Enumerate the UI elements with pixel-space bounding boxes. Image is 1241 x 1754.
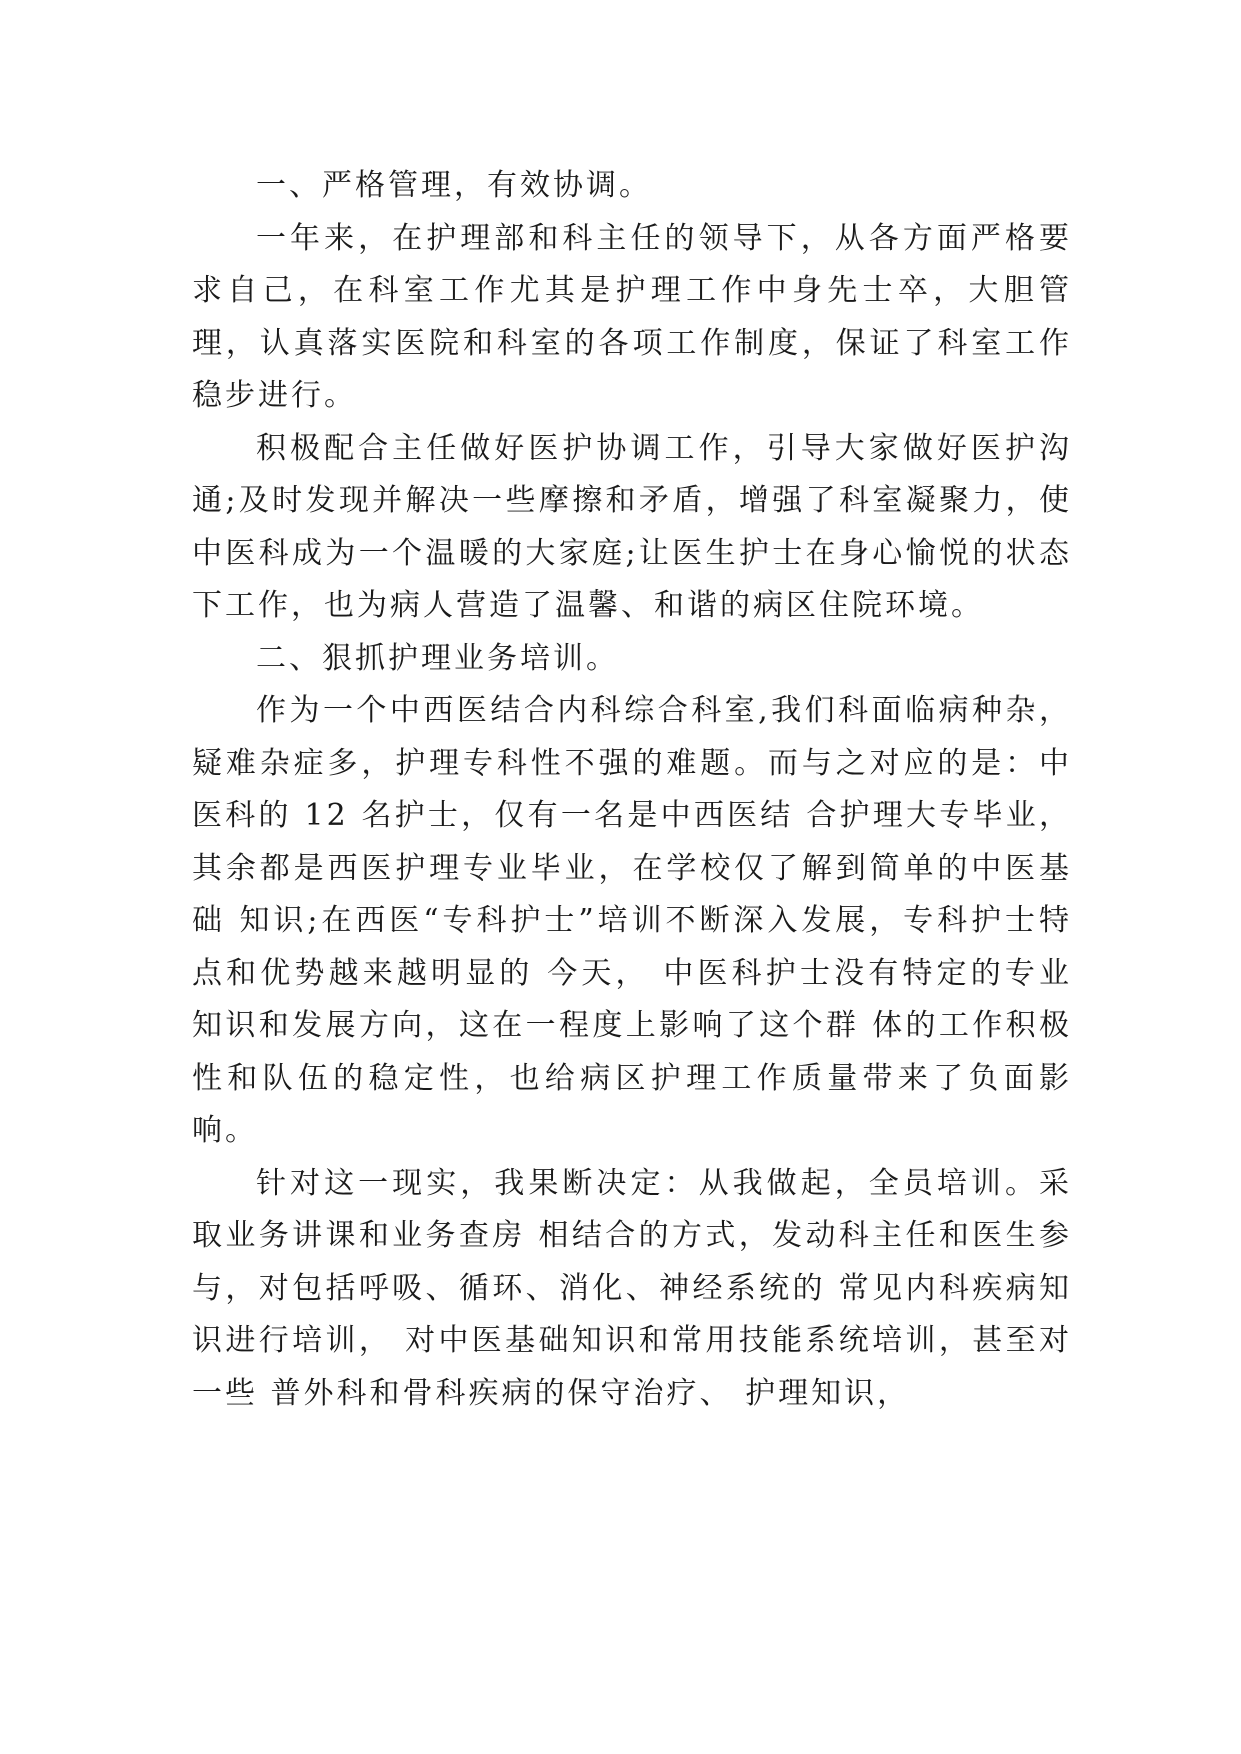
paragraph: 作为一个中西医结合内科综合科室,我们科面临病种杂，疑难杂症多，护理专科性不强的难题。而与之对应的是：中医科的 12 名护士，仅有一名是中西医结 合护理大专毕业，其余都是西医护理专业毕业，在学校仅了解到简单的中医基础 知识;在西医“专科护士”培训不断深入发展，专科护士特点和优势越来越明显的 今天， 中医科护士没有特定的专业知识和发展方向，这在一程度上影响了这个群 体的工作积极性和队伍的稳定性，也给病区护理工作质量带来了负面影响。 — [192, 693, 1072, 1148]
paragraph: 积极配合主任做好医护协调工作，引导大家做好医护沟通;及时发现并解决一些摩擦和矛盾，增强了科室凝聚力，使中医科成为一个温暖的大家庭;让医生护士在身心愉悦的状态下工作，也为病人营造了温馨、和谐的病区住院环境。 — [192, 430, 1072, 623]
paragraph-heading-1: 一、严格管理，有效协调。 — [256, 168, 652, 203]
paragraph: 一年来，在护理部和科主任的领导下，从各方面严格要求自己，在科室工作尤其是护理工作中身先士卒，大胆管理，认真落实医院和科室的各项工作制度，保证了科室工作稳步进行。 — [192, 220, 1072, 413]
document-body — [192, 160, 1072, 1420]
paragraph-heading-2: 二、狠抓护理业务培训。 — [256, 640, 619, 676]
paragraph: 针对这一现实，我果断决定：从我做起，全员培训。采取业务讲课和业务查房 相结合的方式，发动科主任和医生参与，对包括呼吸、循环、消化、神经系统的 常见内科疾病知识进行培训， 对中医基础知识和常用技能系统培训，甚至对一些 普外科和骨科疾病的保守治疗、 护理知识， — [192, 1165, 1072, 1411]
